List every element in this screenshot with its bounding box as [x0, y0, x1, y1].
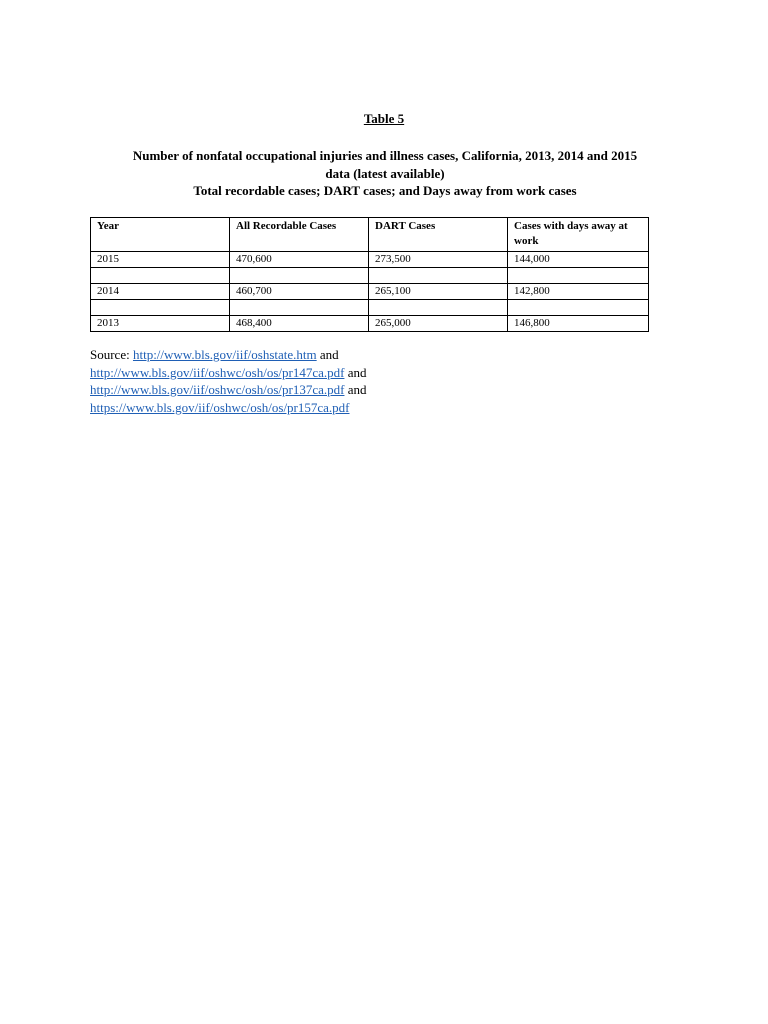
source-connector: and — [344, 364, 367, 380]
cell-empty — [508, 268, 649, 284]
source-prefix: Source: — [90, 347, 133, 362]
cell-year: 2015 — [91, 252, 230, 268]
table-header-row — [91, 218, 649, 252]
title-line-1: Number of nonfatal occupational injuries and illness cases, California, 2013, 2014 and 2015 — [132, 148, 638, 163]
table-row-spacer — [91, 268, 649, 284]
source-citation — [90, 346, 690, 416]
cell-days-away: 144,000 — [508, 252, 649, 268]
source-line-3 — [90, 381, 690, 399]
cell-empty — [91, 300, 230, 316]
header-days-away-cases: Cases with days away at work — [508, 218, 649, 252]
header-year: Year — [91, 218, 230, 252]
cell-year: 2014 — [91, 284, 230, 300]
source-line-1 — [90, 346, 690, 364]
table-label: Table 5 — [363, 111, 405, 126]
table-title — [88, 147, 682, 200]
header-all-recordable-cases: All Recordable Cases — [230, 218, 369, 252]
source-line-4 — [90, 399, 690, 417]
table-row — [91, 316, 649, 332]
header-dart-cases: DART Cases — [369, 218, 508, 252]
cell-empty — [230, 268, 369, 284]
source-link-pr147ca[interactable]: http://www.bls.gov/iif/oshwc/osh/os/pr147ca.pdf — [90, 364, 345, 380]
cell-empty — [91, 268, 230, 284]
source-connector: and — [344, 382, 367, 397]
title-line-3: Total recordable cases; DART cases; and Days away from work cases — [193, 183, 577, 198]
source-connector: and — [316, 347, 339, 362]
cell-year: 2013 — [91, 316, 230, 332]
table-row-spacer — [91, 300, 649, 316]
title-line-2: data (latest available) — [325, 165, 445, 181]
cell-empty — [369, 268, 508, 284]
cell-dart: 265,100 — [369, 284, 508, 300]
cell-days-away: 146,800 — [508, 316, 649, 332]
table-row — [91, 284, 649, 300]
source-line-2 — [90, 364, 690, 382]
cell-dart: 273,500 — [369, 252, 508, 268]
cell-empty — [369, 300, 508, 316]
cell-all-recordable: 470,600 — [230, 252, 369, 268]
cell-days-away: 142,800 — [508, 284, 649, 300]
source-link-oshstate[interactable]: http://www.bls.gov/iif/oshstate.htm — [132, 347, 317, 362]
cell-dart: 265,000 — [369, 316, 508, 332]
cell-empty — [508, 300, 649, 316]
source-link-pr157ca[interactable]: https://www.bls.gov/iif/oshwc/osh/os/pr157ca.pdf — [90, 399, 350, 415]
cell-all-recordable: 460,700 — [230, 284, 369, 300]
cell-empty — [230, 300, 369, 316]
table-row — [91, 252, 649, 268]
injury-cases-table — [90, 217, 649, 332]
cell-all-recordable: 468,400 — [230, 316, 369, 332]
source-link-pr137ca[interactable]: http://www.bls.gov/iif/oshwc/osh/os/pr137ca.pdf — [90, 382, 345, 397]
